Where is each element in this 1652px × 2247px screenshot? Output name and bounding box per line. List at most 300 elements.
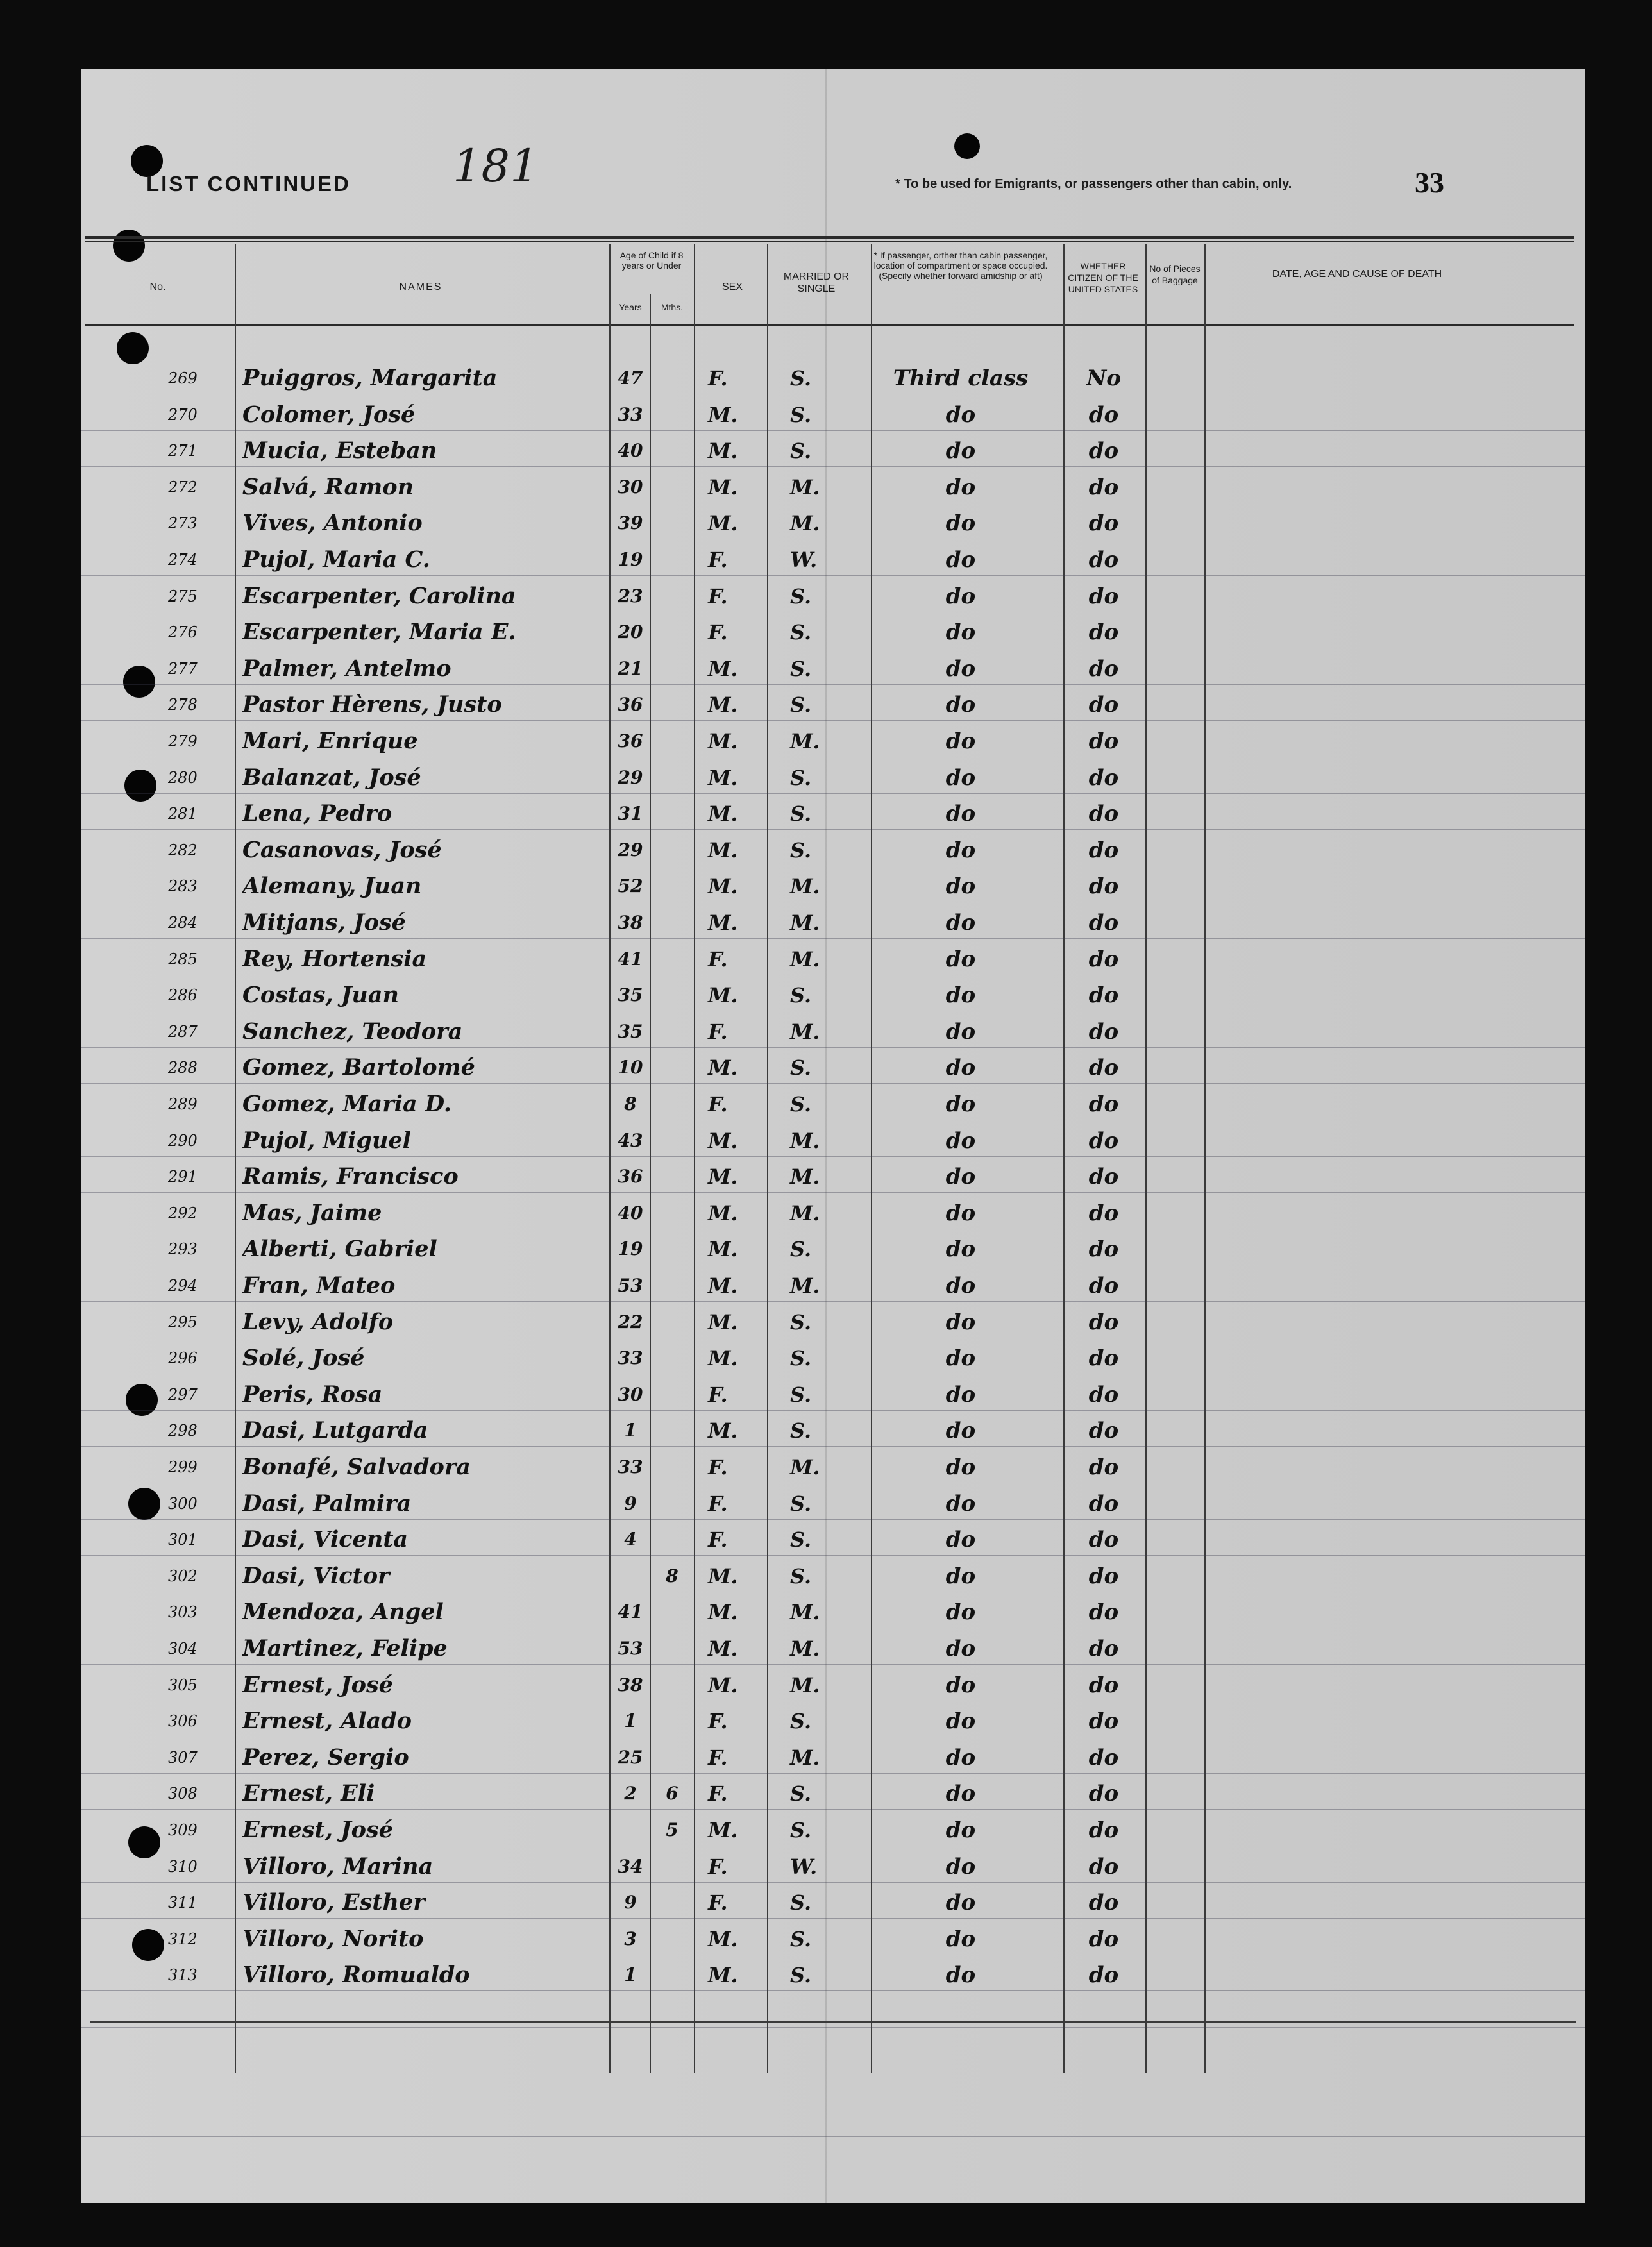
col-header-death: DATE, AGE AND CAUSE OF DEATH	[1272, 269, 1442, 280]
passenger-name: Mas, Jaime	[242, 1199, 382, 1226]
passenger-name: Puiggros, Margarita	[242, 365, 498, 391]
marital-status: S.	[790, 1781, 812, 1806]
passenger-class: do	[945, 1018, 976, 1045]
page-title: LIST CONTINUED	[146, 172, 351, 196]
age-months	[652, 760, 693, 796]
age-months	[652, 1957, 693, 1993]
us-citizen: do	[1088, 1636, 1119, 1662]
col-header-baggage: No of Pieces of Baggage	[1149, 264, 1201, 285]
table-row	[81, 1268, 1585, 1304]
sex: M.	[708, 1963, 738, 1988]
header-rule-top-2	[85, 241, 1574, 242]
sex: M.	[708, 1200, 738, 1225]
age-years: 38	[618, 1674, 643, 1696]
passenger-name: Salvá, Ramon	[242, 473, 414, 500]
sex: M.	[708, 656, 738, 681]
age-years: 2	[624, 1783, 637, 1805]
marital-status: S.	[790, 1382, 812, 1407]
sex: M.	[708, 1600, 738, 1625]
passenger-class: do	[945, 1926, 976, 1952]
row-number: 269	[168, 369, 198, 387]
passenger-class: do	[945, 1599, 976, 1626]
marital-status: S.	[790, 1092, 812, 1116]
age-months	[652, 1159, 693, 1195]
passenger-class: do	[945, 547, 976, 573]
col-header-mths: Mths.	[661, 302, 684, 312]
sex: M.	[708, 402, 738, 427]
col-header-citizen: WHETHER CITIZEN OF THE UNITED STATES	[1068, 261, 1138, 294]
sex: F.	[708, 1709, 728, 1734]
age-years: 29	[618, 839, 643, 861]
row-number: 280	[168, 768, 198, 787]
sex: F.	[708, 1781, 728, 1806]
passenger-class: do	[945, 510, 976, 537]
row-number: 274	[168, 551, 198, 569]
us-citizen: do	[1088, 837, 1119, 863]
age-months	[652, 1086, 693, 1122]
marital-status: S.	[790, 765, 812, 790]
passenger-class: do	[945, 1853, 976, 1880]
row-number: 278	[168, 696, 198, 714]
passenger-class: do	[945, 873, 976, 900]
age-years: 30	[618, 476, 643, 498]
row-number: 307	[168, 1748, 198, 1767]
passenger-class: do	[945, 1127, 976, 1154]
table-row	[81, 1703, 1585, 1739]
age-years: 10	[618, 1057, 643, 1079]
row-number: 305	[168, 1676, 198, 1694]
passenger-class: do	[945, 1309, 976, 1335]
table-row	[81, 360, 1585, 396]
sex: F.	[708, 366, 728, 391]
sex: M.	[708, 729, 738, 753]
table-row	[81, 1812, 1585, 1848]
sex: M.	[708, 1418, 738, 1443]
passenger-class: do	[945, 801, 976, 827]
passenger-name: Balanzat, José	[242, 764, 421, 791]
marital-status: S.	[790, 1818, 812, 1842]
marital-status: M.	[790, 911, 820, 935]
passenger-name: Ramis, Francisco	[242, 1163, 459, 1190]
age-years: 34	[618, 1855, 643, 1877]
sex: M.	[708, 874, 738, 899]
us-citizen: do	[1088, 474, 1119, 500]
age-years: 40	[618, 440, 643, 462]
table-row	[81, 469, 1585, 505]
passenger-name: Pujol, Miguel	[242, 1127, 411, 1154]
passenger-class: do	[945, 1236, 976, 1263]
row-number: 296	[168, 1349, 198, 1368]
marital-status: M.	[790, 1019, 820, 1044]
table-row	[81, 1377, 1585, 1413]
passenger-class: do	[945, 1672, 976, 1698]
marital-status: M.	[790, 1200, 820, 1225]
sex: M.	[708, 439, 738, 464]
row-number: 285	[168, 950, 198, 968]
age-months	[652, 832, 693, 868]
us-citizen: do	[1088, 1817, 1119, 1843]
passenger-name: Villoro, Romualdo	[242, 1962, 470, 1989]
age-years: 41	[618, 948, 643, 970]
table-row	[81, 723, 1585, 759]
table-row	[81, 542, 1585, 578]
table-row	[81, 1340, 1585, 1376]
us-citizen: do	[1088, 1236, 1119, 1263]
passenger-class: do	[945, 1273, 976, 1299]
sex: M.	[708, 837, 738, 863]
marital-status: S.	[790, 802, 812, 827]
age-months	[652, 1522, 693, 1558]
passenger-name: Levy, Adolfo	[242, 1308, 394, 1335]
sex: F.	[708, 620, 728, 645]
passenger-class: do	[945, 910, 976, 936]
header-rule-top	[85, 236, 1574, 239]
age-years: 33	[618, 1347, 643, 1369]
row-number: 294	[168, 1277, 198, 1295]
col-header-sex: SEX	[721, 282, 743, 292]
passenger-name: Dasi, Victor	[242, 1562, 390, 1589]
passenger-class: do	[945, 655, 976, 682]
sex: M.	[708, 1672, 738, 1697]
us-citizen: do	[1088, 910, 1119, 936]
age-months	[652, 1703, 693, 1739]
age-months	[652, 1740, 693, 1776]
passenger-class: do	[945, 1055, 976, 1081]
folio-annotation: 181	[453, 140, 539, 192]
sex: F.	[708, 1527, 728, 1553]
passenger-name: Mitjans, José	[242, 909, 406, 936]
table-row	[81, 977, 1585, 1013]
us-citizen: do	[1088, 764, 1119, 791]
sex: F.	[708, 1019, 728, 1044]
row-number: 281	[168, 805, 198, 823]
us-citizen: do	[1088, 1418, 1119, 1444]
sex: M.	[708, 511, 738, 536]
col-header-no: No.	[149, 282, 166, 292]
age-years: 36	[618, 730, 643, 752]
passenger-class: do	[945, 1890, 976, 1916]
marital-status: S.	[790, 1527, 812, 1553]
sex: M.	[708, 1165, 738, 1190]
sex: F.	[708, 1890, 728, 1915]
us-citizen: do	[1088, 1708, 1119, 1735]
age-years: 35	[618, 984, 643, 1006]
table-row	[81, 1449, 1585, 1485]
us-citizen: do	[1088, 1527, 1119, 1553]
table-row	[81, 1123, 1585, 1159]
passenger-name: Gomez, Maria D.	[242, 1091, 452, 1117]
age-years: 4	[624, 1529, 637, 1551]
table-row	[81, 1486, 1585, 1522]
marital-status: S.	[790, 693, 812, 718]
passenger-name: Alemany, Juan	[242, 873, 422, 900]
row-number: 295	[168, 1313, 198, 1331]
row-number: 310	[168, 1857, 198, 1876]
age-months	[652, 1449, 693, 1485]
marital-status: S.	[790, 1309, 812, 1334]
manifest-page	[81, 69, 1585, 2203]
age-years: 19	[618, 549, 643, 570]
age-months	[652, 433, 693, 469]
passenger-name: Ernest, José	[242, 1817, 393, 1843]
sex: M.	[708, 1637, 738, 1661]
age-years: 1	[624, 1964, 637, 1986]
row-number: 284	[168, 914, 198, 932]
sex: F.	[708, 947, 728, 972]
passenger-class: do	[945, 1563, 976, 1589]
us-citizen: do	[1088, 1127, 1119, 1154]
age-months	[652, 1014, 693, 1050]
passenger-name: Vives, Antonio	[242, 510, 423, 537]
marital-status: S.	[790, 656, 812, 681]
row-number: 306	[168, 1712, 198, 1731]
sex: M.	[708, 911, 738, 935]
table-row	[81, 1849, 1585, 1885]
marital-status: M.	[790, 874, 820, 899]
age-months	[652, 723, 693, 759]
table-row	[81, 505, 1585, 541]
sex: M.	[708, 1926, 738, 1951]
age-years: 22	[618, 1311, 643, 1333]
row-number: 309	[168, 1821, 198, 1839]
us-citizen: do	[1088, 583, 1119, 609]
marital-status: S.	[790, 1491, 812, 1516]
us-citizen: do	[1088, 438, 1119, 464]
marital-status: S.	[790, 1346, 812, 1371]
us-citizen: do	[1088, 1018, 1119, 1045]
us-citizen: do	[1088, 401, 1119, 428]
marital-status: S.	[790, 1709, 812, 1734]
age-years: 38	[618, 912, 643, 933]
sex: M.	[708, 1274, 738, 1298]
us-citizen: do	[1088, 655, 1119, 682]
passenger-name: Ernest, José	[242, 1671, 393, 1698]
passenger-name: Pujol, Maria C.	[242, 546, 430, 573]
table-row	[81, 1594, 1585, 1630]
table-row	[81, 941, 1585, 977]
table-row	[81, 1050, 1585, 1086]
passenger-class: do	[945, 1962, 976, 1989]
age-months	[652, 1486, 693, 1522]
passenger-name: Ernest, Alado	[242, 1708, 412, 1735]
passenger-class: do	[945, 764, 976, 791]
age-months	[652, 1413, 693, 1449]
age-years: 29	[618, 766, 643, 788]
passenger-name: Mucia, Esteban	[242, 437, 437, 464]
ruled-line	[81, 2136, 1585, 2137]
age-months: 5	[666, 1819, 678, 1840]
age-years: 1	[624, 1420, 637, 1442]
passenger-name: Dasi, Lutgarda	[242, 1417, 428, 1444]
sex: F.	[708, 1854, 728, 1879]
table-row	[81, 397, 1585, 433]
age-years: 19	[618, 1238, 643, 1260]
marital-status: M.	[790, 1274, 820, 1298]
passenger-class: do	[945, 1164, 976, 1190]
sex: M.	[708, 1056, 738, 1081]
us-citizen: do	[1088, 1926, 1119, 1952]
us-citizen: do	[1088, 982, 1119, 1009]
marital-status: S.	[790, 366, 812, 391]
marital-status: S.	[790, 584, 812, 609]
sex: F.	[708, 1382, 728, 1407]
table-row	[81, 687, 1585, 723]
age-months	[652, 1377, 693, 1413]
marital-status: S.	[790, 1926, 812, 1951]
row-number: 286	[168, 986, 198, 1005]
table-row	[81, 1558, 1585, 1594]
passenger-class: do	[945, 474, 976, 500]
row-number: 291	[168, 1168, 198, 1186]
header-rule-bottom	[85, 324, 1574, 326]
sex: F.	[708, 1455, 728, 1479]
row-number: 311	[168, 1894, 198, 1912]
passenger-class: do	[945, 692, 976, 718]
passenger-name: Dasi, Vicenta	[242, 1526, 409, 1553]
marital-status: S.	[790, 1418, 812, 1443]
us-citizen: do	[1088, 1744, 1119, 1771]
table-row	[81, 796, 1585, 832]
us-citizen: do	[1088, 1309, 1119, 1335]
marital-status: M.	[790, 1637, 820, 1661]
age-months	[652, 977, 693, 1013]
passenger-name: Villoro, Marina	[242, 1853, 434, 1880]
marital-status: S.	[790, 439, 812, 464]
marital-status: M.	[790, 1600, 820, 1625]
us-citizen: do	[1088, 1164, 1119, 1190]
age-years: 9	[624, 1892, 637, 1914]
age-months	[652, 941, 693, 977]
col-header-age: Age of Child if 8 years or Under	[620, 250, 684, 271]
row-number: 270	[168, 405, 198, 424]
passenger-name: Villoro, Norito	[242, 1925, 424, 1952]
sex: M.	[708, 983, 738, 1008]
marital-status: S.	[790, 1237, 812, 1262]
age-years: 25	[618, 1746, 643, 1768]
age-years: 53	[618, 1275, 643, 1296]
us-citizen: do	[1088, 1345, 1119, 1372]
table-row	[81, 905, 1585, 941]
marital-status: S.	[790, 1963, 812, 1988]
table-row	[81, 1885, 1585, 1921]
row-number: 303	[168, 1603, 198, 1622]
table-row	[81, 651, 1585, 687]
sex: M.	[708, 765, 738, 790]
age-months	[652, 1268, 693, 1304]
age-months: 8	[666, 1565, 678, 1586]
row-number: 298	[168, 1422, 198, 1440]
age-months	[652, 1050, 693, 1086]
age-months	[652, 1631, 693, 1667]
emigrant-note: * To be used for Emigrants, or passengers other than cabin, only.	[895, 177, 1292, 191]
age-years: 3	[624, 1928, 637, 1949]
table-row	[81, 614, 1585, 650]
age-years	[611, 1558, 650, 1594]
us-citizen: do	[1088, 1200, 1119, 1226]
age-months	[652, 397, 693, 433]
age-years: 35	[618, 1020, 643, 1042]
passenger-name: Costas, Juan	[242, 982, 399, 1009]
age-years: 52	[618, 875, 643, 897]
row-number: 304	[168, 1640, 198, 1658]
sex: M.	[708, 1563, 738, 1588]
passenger-name: Solé, José	[242, 1345, 365, 1372]
sex: M.	[708, 1818, 738, 1842]
passenger-name: Escarpenter, Carolina	[242, 582, 516, 609]
age-years: 21	[618, 657, 643, 679]
table-row	[81, 1086, 1585, 1122]
us-citizen: do	[1088, 1853, 1119, 1880]
marital-status: S.	[790, 983, 812, 1008]
row-number: 292	[168, 1204, 198, 1222]
table-row	[81, 1014, 1585, 1050]
age-months	[652, 542, 693, 578]
passenger-name: Mendoza, Angel	[242, 1599, 444, 1626]
marital-status: M.	[790, 1455, 820, 1479]
table-row	[81, 1776, 1585, 1812]
age-months	[652, 360, 693, 396]
table-row	[81, 1304, 1585, 1340]
passenger-class: do	[945, 583, 976, 609]
table-row	[81, 1740, 1585, 1776]
marital-status: W.	[790, 548, 818, 572]
age-years: 53	[618, 1638, 643, 1659]
passenger-class: do	[945, 1744, 976, 1771]
table-row	[81, 1631, 1585, 1667]
age-years: 36	[618, 694, 643, 716]
row-number: 299	[168, 1458, 198, 1476]
us-citizen: do	[1088, 1490, 1119, 1517]
table-row	[81, 433, 1585, 469]
passenger-class: do	[945, 837, 976, 863]
passenger-name: Dasi, Palmira	[242, 1490, 412, 1517]
passenger-name: Palmer, Antelmo	[242, 655, 451, 682]
us-citizen: do	[1088, 1599, 1119, 1626]
marital-status: S.	[790, 1056, 812, 1081]
age-years: 31	[618, 803, 643, 825]
sex: M.	[708, 475, 738, 500]
age-months	[652, 469, 693, 505]
age-months	[652, 905, 693, 941]
us-citizen: do	[1088, 1890, 1119, 1916]
age-months	[652, 1340, 693, 1376]
passenger-name: Lena, Pedro	[242, 800, 392, 827]
passenger-name: Villoro, Esther	[242, 1889, 425, 1916]
marital-status: S.	[790, 402, 812, 427]
table-row	[81, 1159, 1585, 1195]
age-months	[652, 1195, 693, 1231]
age-years: 1	[624, 1710, 637, 1732]
passenger-class: do	[945, 438, 976, 464]
passenger-class: do	[945, 1345, 976, 1372]
passenger-class: do	[945, 1091, 976, 1117]
age-years: 9	[624, 1492, 637, 1514]
age-months	[652, 868, 693, 904]
sex: M.	[708, 693, 738, 718]
age-years	[611, 1812, 650, 1848]
row-number: 271	[168, 442, 198, 460]
age-years: 39	[618, 512, 643, 534]
table-row	[81, 1522, 1585, 1558]
sex: F.	[708, 1745, 728, 1770]
passenger-name: Bonafé, Salvadora	[242, 1454, 471, 1480]
us-citizen: do	[1088, 1962, 1119, 1989]
passenger-class: do	[945, 1381, 976, 1408]
marital-status: S.	[790, 620, 812, 645]
us-citizen: do	[1088, 510, 1119, 537]
row-number: 282	[168, 841, 198, 859]
age-years: 8	[624, 1093, 637, 1115]
